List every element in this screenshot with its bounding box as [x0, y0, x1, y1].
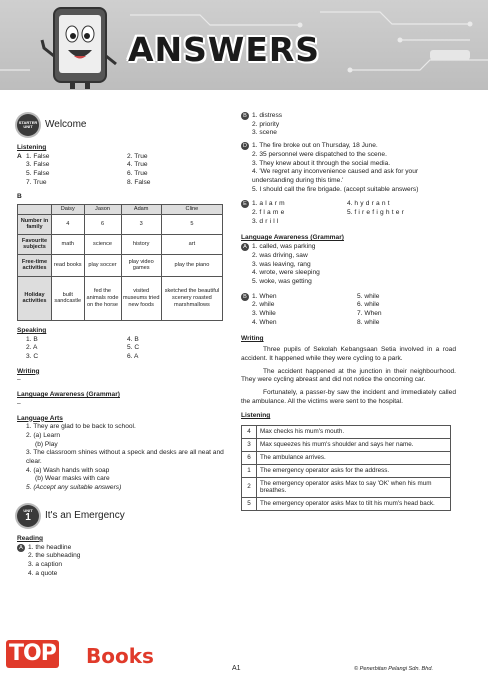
listening-a-answers [26, 153, 176, 188]
event-text: Max checks his mum's mouth. [257, 426, 451, 439]
answer-line: 5. woke, was getting [252, 277, 312, 285]
unit-1-title: It's an Emergency [45, 510, 125, 522]
writing-paragraph: Three pupils of Sekolah Kebangsaan Setia involved in a road accident. It happened while they were cycling to a park. [241, 346, 456, 362]
section-heading-writing: Writing [241, 335, 264, 343]
section-badge-icon: A [17, 544, 25, 552]
answer-item: 5. while [357, 292, 380, 300]
section-badge-icon: A [241, 243, 249, 251]
answer-item: 3. drill [252, 217, 281, 225]
answer-line: 3. The classroom shines without a speck and desks are all neat and clear. [26, 449, 224, 466]
section-letter: A [17, 152, 22, 160]
reading-a-answers [17, 544, 227, 579]
table-cell: 6 [84, 214, 121, 234]
table-cell: play video games [121, 254, 161, 276]
event-text: The emergency operator asks Max to tilt his mum's head back. [257, 498, 451, 511]
answer-item: 2. A [26, 344, 38, 352]
answer-line: 2. the subheading [28, 552, 81, 560]
answers-header-banner [0, 0, 488, 90]
answer-line: 3. scene [252, 129, 277, 137]
answer-item: 2. True [127, 152, 148, 160]
answer-item: 7. When [357, 310, 382, 318]
listening-order-table [241, 425, 451, 511]
table-row [18, 214, 223, 234]
row-header-cell: Favourite subjects [18, 234, 52, 254]
answer-line: (b) Wear masks with care [35, 475, 110, 483]
topbooks-watermark-logo [0, 640, 180, 680]
order-number: 6 [242, 451, 257, 464]
table-row [242, 426, 451, 439]
table-cell: play the piano [161, 254, 222, 276]
answer-line: 3. was leaving, rang [252, 260, 311, 268]
table-header-cell: Jason [84, 205, 121, 215]
starter-unit-title: Welcome [45, 119, 87, 131]
answer-item: 3. While [252, 310, 276, 318]
listening-a-block [17, 153, 227, 188]
answer-line: 4. (a) Wash hands with soap [26, 466, 110, 474]
table-header-cell: Adam [121, 205, 161, 215]
logo-books-text: Books [86, 644, 154, 668]
starter-unit-heading [17, 114, 227, 136]
answer-item: 5. firefighter [347, 209, 407, 217]
order-number: 1 [242, 464, 257, 477]
answer-item: 2. while [252, 301, 275, 309]
answer-line: 4. a quote [28, 569, 58, 577]
answer-line: 4. wrote, were sleeping [252, 269, 320, 277]
section-heading-reading: Reading [17, 534, 44, 542]
badge-number: 1 [25, 511, 31, 523]
table-cell: science [84, 234, 121, 254]
section-badge-icon: B [241, 112, 249, 120]
unit-1-badge [17, 505, 39, 527]
writing-paragraph: The accident happened at the junction in their neighbourhood. They were cycling abreast and did not notice the oncoming car. [241, 367, 456, 384]
reading-d-answers [241, 142, 456, 194]
section-heading-listening: Listening [17, 144, 47, 151]
answer-item: 1. alarm [252, 200, 287, 208]
logo-top-text: TOP [6, 640, 59, 668]
answer-item: 6. A [127, 353, 139, 361]
page-title: ANSWERS [128, 30, 321, 69]
answer-item: 3. False [26, 161, 50, 169]
table-header-cell [18, 205, 52, 215]
answer-line: 3. a caption [28, 560, 63, 568]
table-row [18, 234, 223, 254]
page-number: A1 [232, 665, 241, 672]
section-badge-icon: D [241, 142, 249, 150]
event-text: The ambulance arrives. [257, 451, 451, 464]
answer-line: B 1. distress [241, 112, 456, 121]
answer-line: A 1. the headline [17, 544, 227, 553]
table-row [242, 498, 451, 511]
answer-line: 4. 'We regret any inconvenience caused and ask for your understanding during this time.' [252, 168, 419, 184]
table-cell: history [121, 234, 161, 254]
section-badge-icon: B [241, 293, 249, 301]
table-header-cell: Daisy [52, 205, 84, 215]
starter-unit-badge [17, 114, 39, 136]
table-cell: math [52, 234, 84, 254]
writing-paragraph: Fortunately, a passer-by saw the incident and immediately called the ambulance. All the victims were sent to the hospital. [241, 388, 456, 405]
table-row [242, 477, 451, 498]
grammar-a-answers [241, 243, 456, 287]
answer-item: 4. True [127, 161, 148, 169]
answer-item: 1. When [252, 292, 277, 300]
grammar-b-grid [252, 293, 402, 328]
table-cell: visited museums tried new foods [121, 276, 161, 320]
table-row [242, 438, 451, 451]
reading-e-answers [241, 200, 456, 226]
answer-line: 2. was driving, saw [252, 251, 308, 259]
answer-item: 6. True [127, 170, 148, 178]
answer-item: 8. while [357, 318, 380, 326]
answer-line: D 1. The fire broke out on Thursday, 18 June. [243, 142, 378, 150]
row-header-cell: Number in family [18, 214, 52, 234]
answer-item: 2. flame [252, 209, 287, 217]
left-column [17, 112, 227, 578]
section-heading-listening: Listening [241, 412, 271, 420]
answer-item: 8. False [127, 178, 151, 186]
answer-item: 3. C [26, 353, 39, 361]
answer-line: 2. 35 personnel were dispatched to the scene. [252, 150, 387, 158]
publisher-credit: © Penerbitan Pelangi Sdn. Bhd. [354, 666, 434, 672]
table-row [242, 464, 451, 477]
event-text: The emergency operator asks for the address. [257, 464, 451, 477]
answer-line: A 1. called, was parking [241, 243, 456, 252]
section-heading-language-arts: Language Arts [17, 414, 63, 422]
table-cell: sketched the beautiful scenery roasted marshmallows [161, 276, 222, 320]
grammar-b-answers [241, 293, 456, 328]
table-row [18, 276, 223, 320]
event-text: Max squeezes his mum's shoulder and says her name. [257, 438, 451, 451]
table-cell: art [161, 234, 222, 254]
answer-line: 5. (Accept any suitable answers) [26, 484, 122, 492]
table-row [242, 451, 451, 464]
section-letter: B [17, 192, 22, 200]
language-arts-answers [17, 423, 227, 493]
answer-item: 1. False [26, 152, 50, 160]
table-row [18, 254, 223, 276]
table-header-row [18, 205, 223, 215]
answer-line: 1. They are glad to be back to school. [26, 423, 136, 431]
event-text: The emergency operator asks Max to say 'OK' when his mum breathes. [257, 477, 451, 498]
answer-item: 5. C [127, 344, 140, 352]
family-activities-table [17, 204, 223, 321]
badge-bottom-label: UNIT [23, 124, 33, 129]
badge-top-label: UNIT [23, 507, 33, 513]
section-heading-language-awareness: Language Awareness (Grammar) [17, 391, 120, 399]
table-cell: built sandcastle [52, 276, 84, 320]
order-number: 3 [242, 438, 257, 451]
section-heading-speaking: Speaking [17, 326, 47, 334]
table-cell: 4 [52, 214, 84, 234]
answer-line: 3. They knew about it through the social media. [252, 159, 391, 167]
answer-item: 7. True [26, 178, 47, 186]
right-column [241, 112, 456, 511]
order-number: 2 [242, 477, 257, 498]
table-cell: 3 [121, 214, 161, 234]
answer-item: 4. hydrant [347, 200, 392, 208]
section-badge-icon: E [241, 200, 249, 208]
language-awareness-answer: – [17, 399, 21, 407]
answer-item: 4. B [127, 335, 139, 343]
answer-line: (b) Play [35, 440, 58, 448]
reading-e-grid [252, 200, 442, 226]
section-heading-writing: Writing [17, 367, 40, 375]
table-cell: 5 [161, 214, 222, 234]
answer-line: 2. (a) Learn [26, 431, 61, 439]
section-heading-language-awareness: Language Awareness (Grammar) [241, 234, 344, 242]
table-cell: play soccer [84, 254, 121, 276]
answer-line: 2. priority [252, 120, 280, 128]
tablet-mascot-icon [40, 6, 120, 90]
order-number: 4 [242, 426, 257, 439]
answer-item: 1. B [26, 335, 38, 343]
answer-line: 5. I should call the fire brigade. (accept suitable answers) [252, 185, 419, 193]
answer-item: 5. False [26, 170, 50, 178]
table-cell: fed the animals rode on the horse [84, 276, 121, 320]
reading-b-answers [241, 112, 456, 138]
answer-item: 4. When [252, 318, 277, 326]
row-header-cell: Free-time activities [18, 254, 52, 276]
table-header-cell: Cline [161, 205, 222, 215]
writing-answer: – [17, 376, 21, 384]
table-cell: read books [52, 254, 84, 276]
answer-item: 6. while [357, 301, 380, 309]
unit-1-heading [17, 505, 227, 527]
order-number: 5 [242, 498, 257, 511]
row-header-cell: Holiday activities [18, 276, 52, 320]
badge-top-label: STARTER [18, 120, 38, 125]
speaking-answers [17, 336, 176, 362]
